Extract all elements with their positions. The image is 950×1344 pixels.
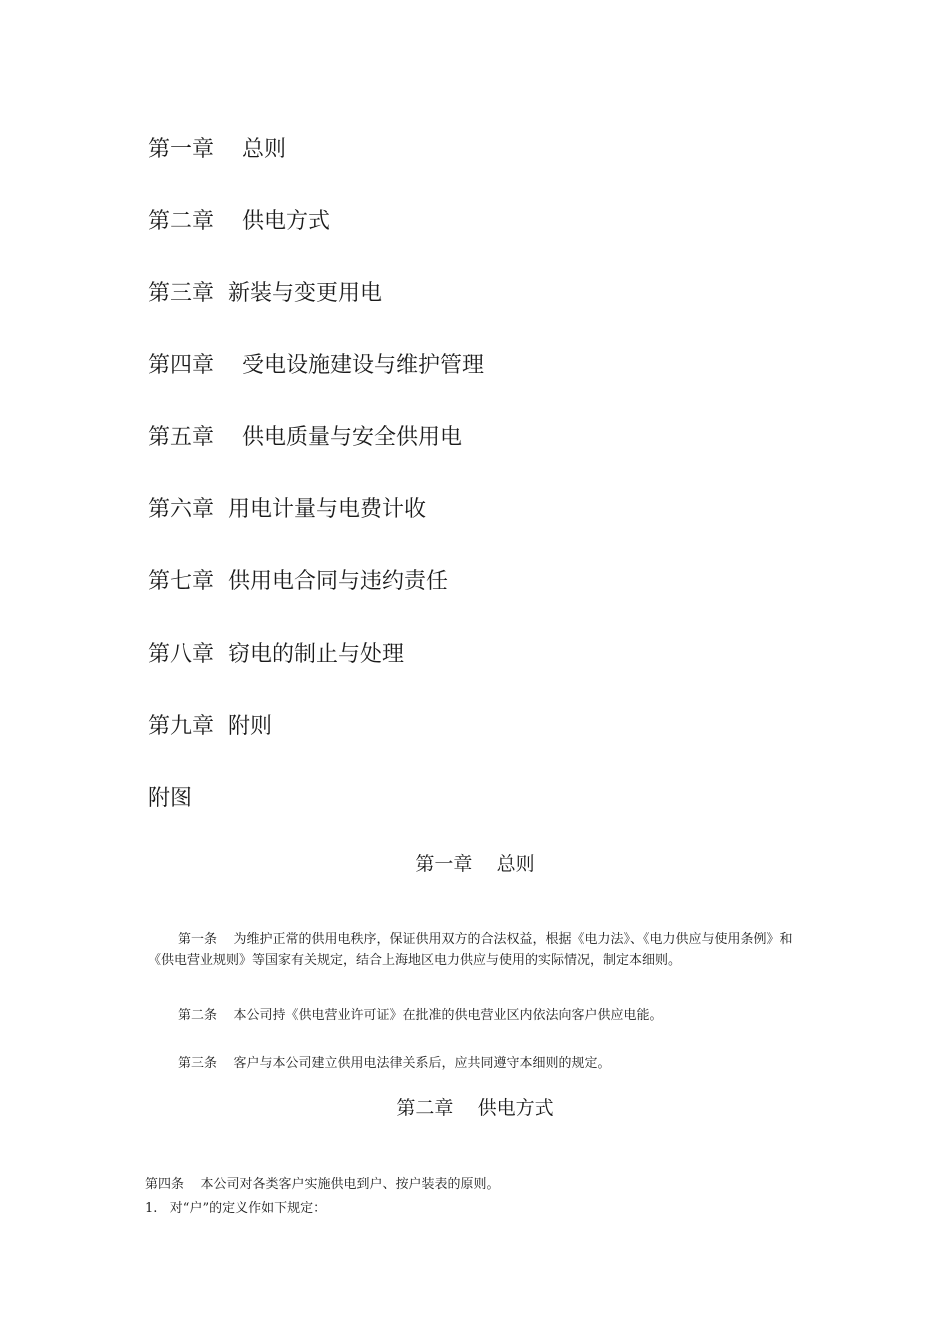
chapter-heading: 第一章 总则	[415, 853, 535, 875]
toc-item[interactable]: 第五章 供电质量与安全供用电	[148, 425, 462, 450]
toc-item[interactable]: 附图	[148, 786, 193, 811]
list-item: 1. 对“户”的定义作如下规定：	[145, 1201, 327, 1216]
toc-item[interactable]: 第三章 新装与变更用电	[148, 281, 382, 306]
article-paragraph: 第一条 为维护正常的供用电秩序，保证供用双方的合法权益，根据《电力法》、《电力供应与使用条例》和《供电营业规则》等国家有关规定，结合上海地区电力供应与使用的实际情况，制定本细则。	[148, 932, 793, 968]
toc-item[interactable]: 第六章 用电计量与电费计收	[148, 497, 426, 522]
chapter-heading: 第二章 供电方式	[396, 1097, 554, 1119]
article-paragraph: 第四条 本公司对各类客户实施供电到户、按户装表的原则。	[145, 1177, 500, 1192]
toc-item[interactable]: 第九章 附则	[148, 714, 272, 739]
toc-item[interactable]: 第八章 窃电的制止与处理	[148, 642, 404, 667]
toc-item[interactable]: 第四章 受电设施建设与维护管理	[148, 353, 484, 378]
toc-item[interactable]: 第二章 供电方式	[148, 209, 330, 234]
article-paragraph: 第三条 客户与本公司建立供用电法律关系后，应共同遵守本细则的规定。	[178, 1056, 611, 1071]
article-paragraph: 第二条 本公司持《供电营业许可证》在批准的供电营业区内依法向客户供应电能。	[178, 1008, 663, 1023]
toc-item[interactable]: 第七章 供用电合同与违约责任	[148, 569, 448, 594]
toc-item[interactable]: 第一章 总则	[148, 137, 286, 162]
